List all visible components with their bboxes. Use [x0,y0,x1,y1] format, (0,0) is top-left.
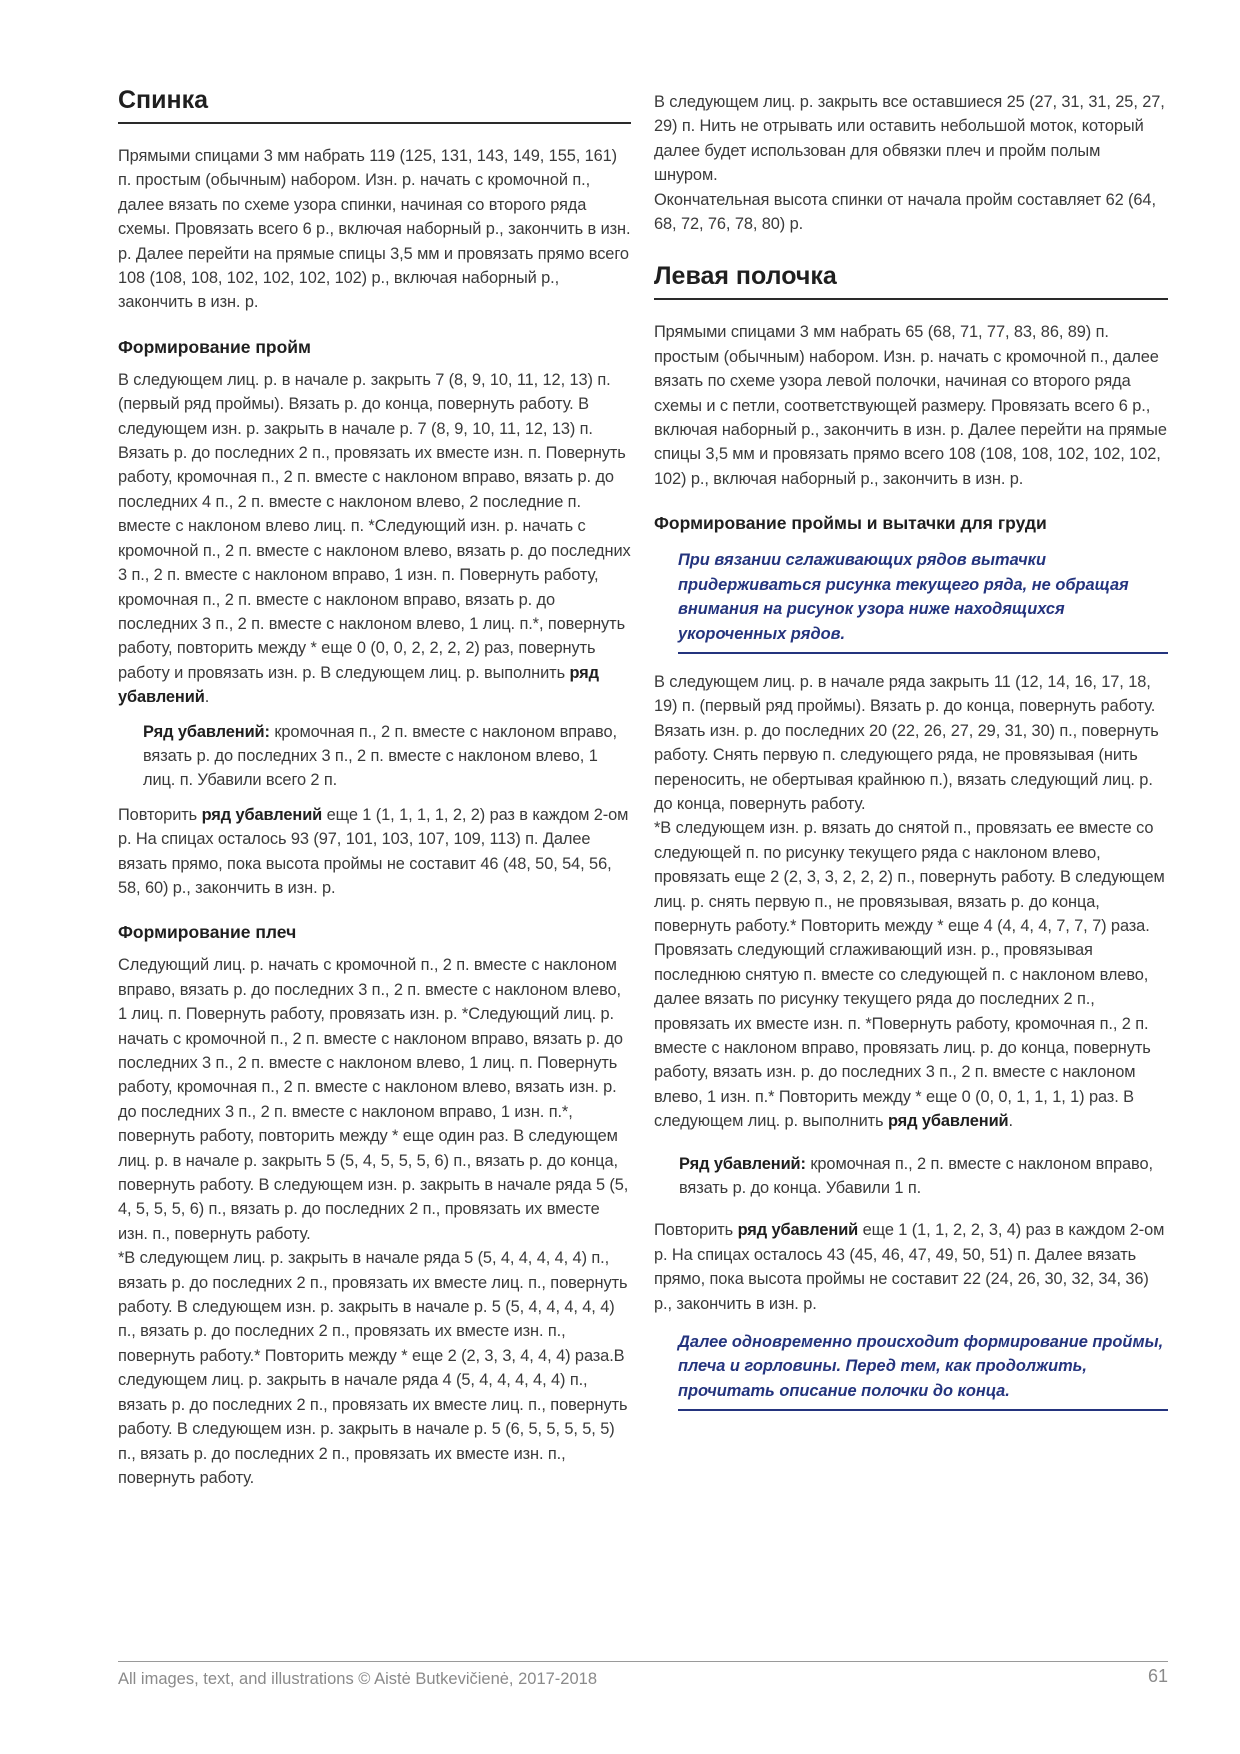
armhole-dart-subtitle: Формирование проймы и вытачки для груди [654,513,1047,534]
decrease-row-label: Ряд убавлений: [143,722,270,741]
repeat-pre: Повторить [118,805,202,824]
left-front-intro-paragraph: Прямыми спицами 3 мм набрать 65 (68, 71, 77, 83, 86, 89) п. простым (обычным) набором. Изн. р. начать с кромочной п., далее вязать по схеме узора левой полочки, начиная со второго ряда схемы и с петли, соответствующей размеру. Провязать всего 6 р., включая наборный р., закончить в изн. р. Далее перейти на прямые спицы 3,5 мм и провязать прямо всего 108 (108, 108, 102, 102, 102, 102) р., включая наборный р., закончить в изн. р. [654,323,1167,488]
dart-note: При вязании сглаживающих рядов вытачки придерживаться рисунка текущего ряда, не обращая внимания на рисунок узора ниже находящихся укороченных рядов. [678,548,1168,654]
armholes-bold-term: ряд убавлений [118,663,599,707]
armholes-text: В следующем лиц. р. в начале р. закрыть 7 (8, 9, 10, 11, 12, 13) п. (первый ряд проймы). Вязать р. до конца, повернуть работу. В следующем изн. р. закрыть в начале р. 7 (8, 9, 10, 11, 12, 13) п. Вязать р. до последних 2 п., провязать их вместе изн. п. Повернуть работу, кромочная п., 2 п. вместе с наклоном вправо, вязать р. до последних 4 п., 2 п. вместе с наклоном влево, 2 последние п. вместе с наклоном влево лиц. п. *Следующий изн. р. начать с кромочной п., 2 п. вместе с наклоном влево, вязать р. до последних 3 п., 2 п. вместе с наклоном вправо, 1 изн. п. Повернуть работу, кромочная п., 2 п. вместе с наклоном вправо, вязать р. до последних 3 п., 2 п. вместе с наклоном влево, 1 лиц. п.*, повернуть работу, повторить между * еще 0 (0, 0, 2, 2, 2, 2) раз, повернуть работу и провязать изн. р. В следующем лиц. р. выполнить [118,370,631,682]
footer-divider [118,1661,1168,1662]
right-decrease-row-text: кромочная п., 2 п. вместе с наклоном вправо, вязать р. до конца. Убавили 1 п. [679,1154,1153,1198]
decrease-row-definition [143,720,631,793]
back-intro-paragraph: Прямыми спицами 3 мм набрать 119 (125, 131, 143, 149, 155, 161) п. простым (обычным) набором. Изн. р. начать с кромочной п., далее вязать по схеме узора спинки, начиная со второго ряда схемы. Провязать всего 6 р., включая наборный р., закончить в изн. р. Далее перейти на прямые спицы 3,5 мм и провязать прямо всего 108 (108, 108, 102, 102, 102, 102) р., включая наборный р., закончить в изн. р. [118,147,631,312]
back-continuation-paragraph-1: В следующем лиц. р. закрыть все оставшиеся 25 (27, 31, 31, 25, 27, 29) п. Нить не отрывать или оставить небольшой моток, который далее будет использован для обвязки плеч и пройм полым шнуром. [654,93,1165,185]
right-repeat-pre: Повторить [654,1221,738,1240]
footer-copyright: All images, text, and illustrations © Aistė Butkevičienė, 2017-2018 [118,1670,597,1688]
right-repeat-post: еще 1 (1, 1, 2, 2, 3, 4) раз в каждом 2-ом р. На спицах осталось 43 (45, 46, 47, 49, 50, 51) п. Далее вязать прямо, пока высота проймы не составит 22 (24, 26, 30, 32, 34, 36) р., закончить в изн. р. [654,1221,1165,1313]
armholes-end: . [204,688,210,707]
shoulders-subtitle: Формирование плеч [118,922,297,943]
repeat-decrease-paragraph [118,803,631,901]
right-repeat-bold-term: ряд убавлений [737,1221,859,1240]
right-repeat-paragraph [654,1218,1168,1316]
right-column [654,90,1168,1427]
right-decrease-row-label: Ряд убавлений: [679,1154,806,1173]
armhole-bold-term: ряд убавлений [887,1112,1009,1131]
armholes-subtitle: Формирование пройм [118,336,312,357]
page-number: 61 [1147,1666,1168,1686]
back-continuation-paragraph-2: Окончательная высота спинки от начала пройм составляет 62 (64, 68, 72, 76, 78, 80) р. [654,190,1156,234]
shoulders-paragraph-2: *В следующем лиц. р. закрыть в начале ряда 5 (5, 4, 4, 4, 4, 4) п., вязать р. до последних 2 п., провязать их вместе лиц. п., повернуть работу. В следующем изн. р. закрыть в начале р. 5 (5, 4, 4, 4, 4, 4) п., вязать р. до последних 2 п., провязать их вместе изн. п., повернуть работу.* Повторить между * еще 2 (2, 3, 3, 4, 4, 4) раза.В следующем лиц. р. закрыть в начале ряда 4 (5, 4, 4, 4, 4, 4) п., вязать р. до последних 2 п., провязать их вместе лиц. п., повернуть работу. В следующем изн. р. закрыть в начале р. 5 (6, 5, 5, 5, 5, 5) п., вязать р. до последних 2 п., провязать их вместе изн. п., повернуть работу. [118,1249,628,1487]
armholes-paragraph [118,368,631,710]
armhole-paragraph-1: В следующем лиц. р. в начале ряда закрыть 11 (12, 14, 16, 17, 18, 19) п. (первый ряд проймы). Вязать р. до конца, повернуть работу. Вязать изн. р. до последних 20 (22, 26, 27, 29, 31, 30) п., повернуть работу. Снять первую п. следующего ряда, не провязывая (нить переносить, не обертывая крайнюю п.), вязать следующий лиц. р. до конца, повернуть работу. [654,672,1159,813]
continuation-note: Далее одновременно происходит формирование проймы, плеча и горловины. Перед тем, как продолжить, прочитать описание полочки до конца. [678,1330,1168,1411]
section-title-back: Спинка [118,86,631,124]
section-title-left-front: Левая полочка [654,262,1168,300]
armhole-text-2: *В следующем изн. р. вязать до снятой п., провязать ее вместе со следующей п. по рисунку текущего ряда с наклоном влево, провязать еще 2 (2, 3, 3, 2, 2, 2) п., повернуть работу. В следующем лиц. р. снять первую п., не провязывая, вязать р. до конца, повернуть работу.* Повторить между * еще 4 (4, 4, 4, 7, 7, 7) раза. Провязать следующий сглаживающий изн. р., провязывая последнюю снятую п. вместе со следующей п. с наклоном влево, далее вязать по рисунку текущего ряда до последних 2 п., провязать их вместе изн. п. *Повернуть работу, кромочная п., 2 п. вместе с наклоном вправо, провязать лиц. р. до конца, повернуть работу, вязать изн. р. до последних 3 п., 2 п. вместе с наклоном влево, 1 изн. п.* Повторить между * еще 0 (0, 0, 1, 1, 1, 1) раз. В следующем лиц. р. выполнить [654,819,1165,1131]
left-column [118,86,631,1500]
repeat-post: еще 1 (1, 1, 1, 1, 2, 2) раз в каждом 2-ом р. На спицах осталось 93 (97, 101, 103, 107, 109, 113) п. Далее вязать прямо, пока высота проймы не составит 46 (48, 50, 54, 56, 58, 60) р., закончить в изн. р. [118,805,629,897]
repeat-bold-term: ряд убавлений [201,805,323,824]
armhole-end: . [1008,1112,1014,1131]
decrease-row-text: кромочная п., 2 п. вместе с наклоном вправо, вязать р. до последних 3 п., 2 п. вместе с наклоном влево, 1 лиц. п. Убавили всего 2 п. [143,722,617,790]
shoulders-paragraph-1: Следующий лиц. р. начать с кромочной п., 2 п. вместе с наклоном вправо, вязать р. до последних 3 п., 2 п. вместе с наклоном влево, 1 лиц. п. Повернуть работу, провязать изн. р. *Следующий лиц. р. начать с кромочной п., 2 п. вместе с наклоном вправо, вязать р. до последних 3 п., 2 п. вместе с наклоном влево, 1 лиц. п. Повернуть работу, кромочная п., 2 п. вместе с наклоном влево, вязать изн. р. до последних 3 п., 2 п. вместе с наклоном вправо, 1 изн. п.*, повернуть работу, повторить между * еще один раз. В следующем лиц. р. в начале р. закрыть 5 (5, 4, 5, 5, 5, 6) п., вязать р. до конца, повернуть работу. В следующем изн. р. закрыть в начале ряда 5 (5, 4, 5, 5, 5, 6) п., вязать р. до последних 2 п., провязать их вместе изн. п., повернуть работу. [118,956,629,1243]
armhole-paragraph-2 [654,816,1168,1133]
right-decrease-row-definition [679,1152,1168,1201]
